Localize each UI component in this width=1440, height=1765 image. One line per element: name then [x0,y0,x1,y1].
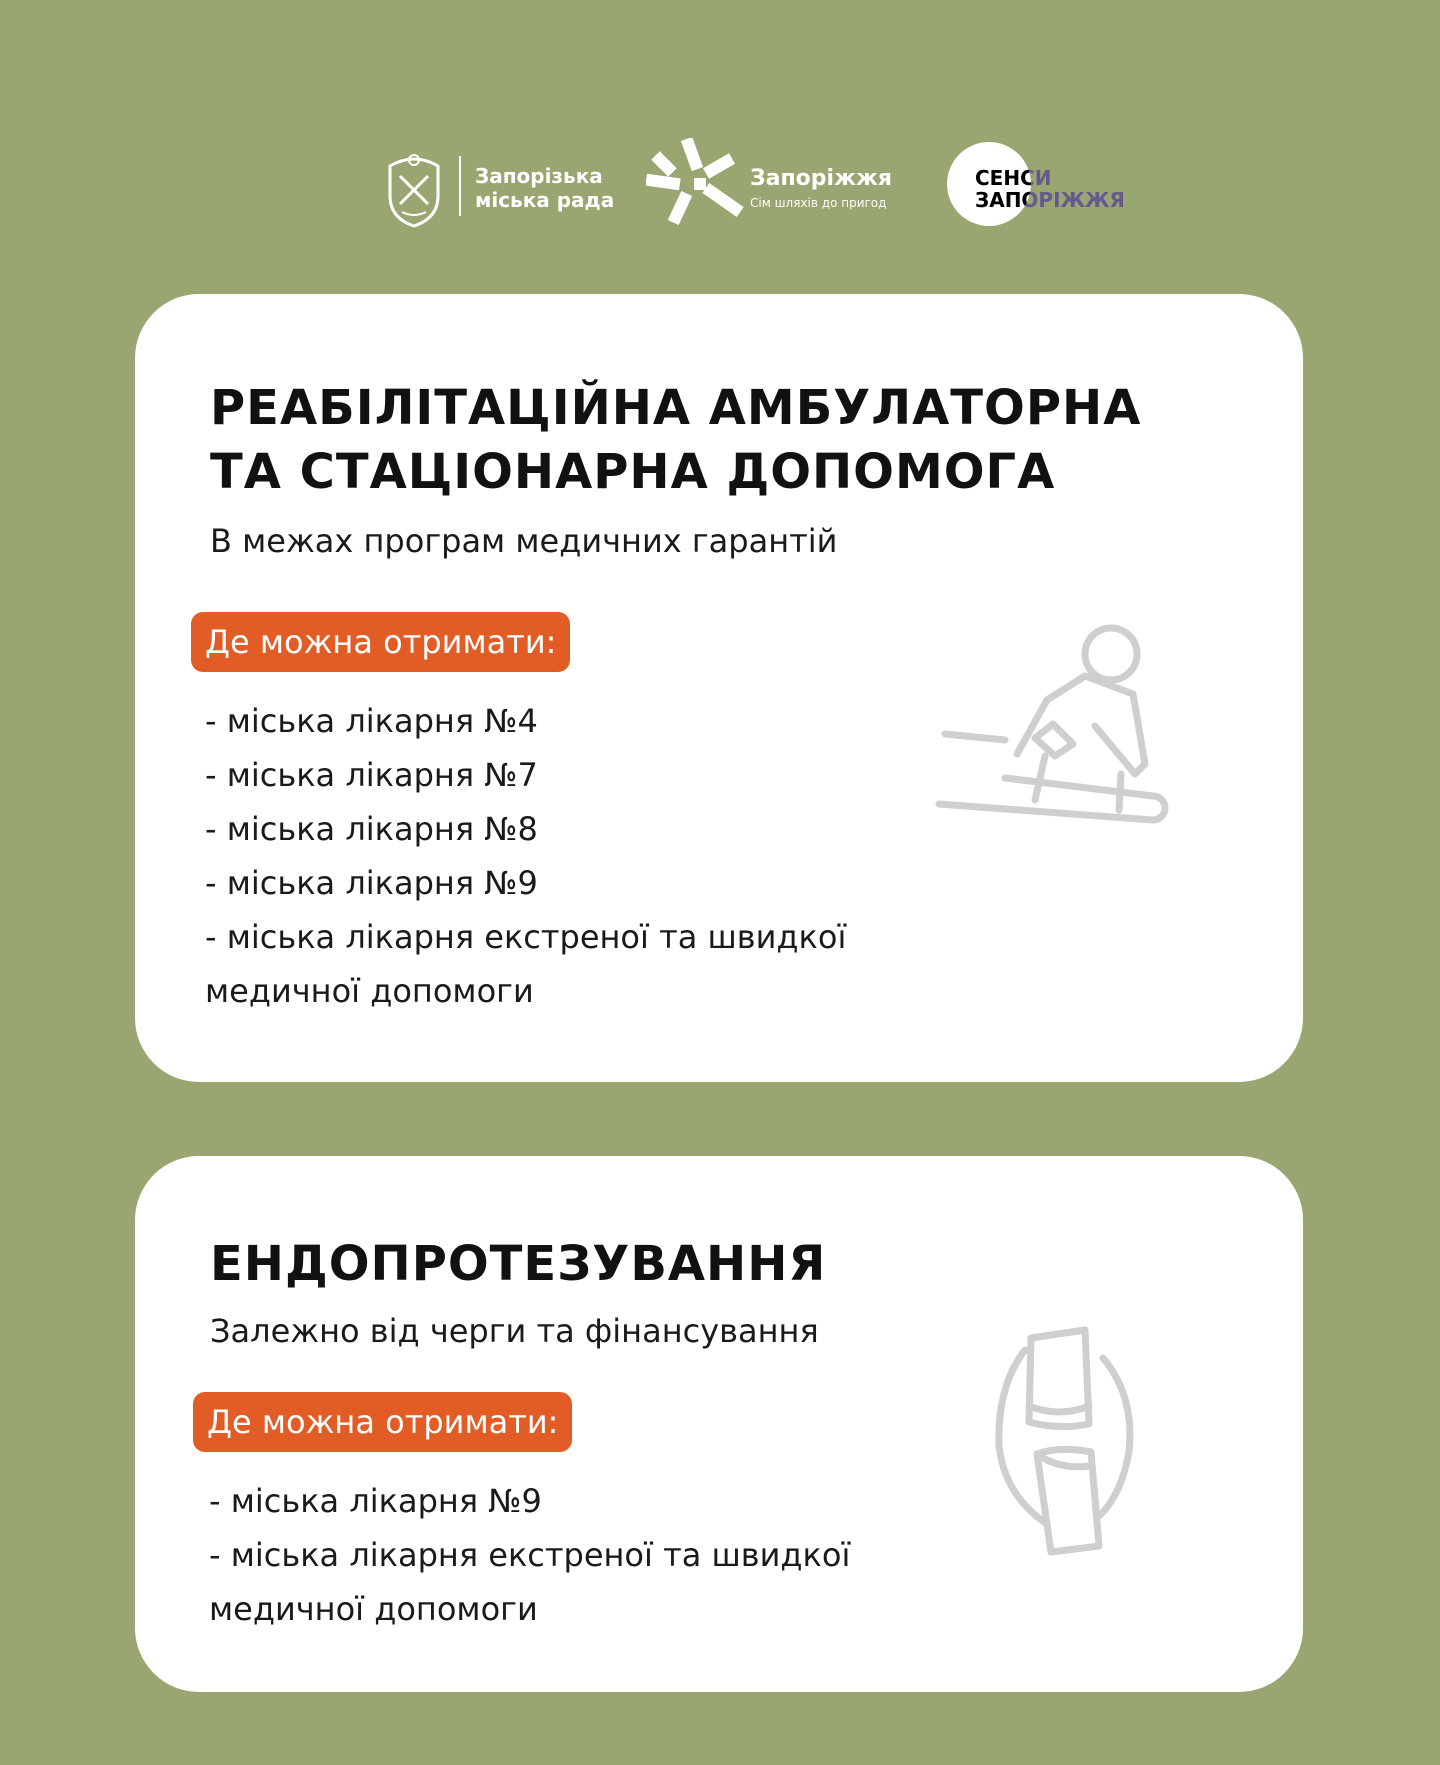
sensy-line1: СЕНСИ [975,166,1052,190]
card2-where-badge: Де можна отримати: [193,1392,572,1452]
list-item: медичної допомоги [209,1590,538,1628]
list-item: - міська лікарня екстреної та швидкої [209,1536,851,1574]
list-item: - міська лікарня №9 [205,864,538,902]
city-council-line2: міська рада [475,188,615,212]
city-tagline: Сім шляхів до пригод [750,196,887,210]
city-council-name [475,164,614,212]
city-council-line1: Запорізька [475,164,603,188]
list-item: - міська лікарня екстреної та швидкої [205,918,847,956]
card1-title-line1: РЕАБІЛІТАЦІЙНА АМБУЛАТОРНА [210,380,1142,436]
card2-hospital-list [209,1474,850,1636]
card1-subtitle: В межах програм медичних гарантій [210,522,838,560]
endoprosthetics-card [135,1156,1303,1692]
coat-of-arms-icon [382,152,446,228]
card1-where-badge: Де можна отримати: [191,612,570,672]
sensy-line2: ЗАПОРІЖЖЯ [975,188,1125,212]
rehabilitation-exercise-icon [935,614,1175,854]
city-name: Запоріжжя [750,166,892,191]
knee-joint-icon [995,1326,1155,1586]
card1-title-line2: ТА СТАЦІОНАРНА ДОПОМОГА [210,444,1056,500]
list-item: - міська лікарня №9 [209,1482,542,1520]
card2-title: ЕНДОПРОТЕЗУВАННЯ [210,1236,827,1292]
rehabilitation-card [135,294,1303,1082]
card2-subtitle: Залежно від черги та фінансування [210,1312,819,1350]
list-item: - міська лікарня №8 [205,810,538,848]
logo-divider [459,156,461,216]
list-item: - міська лікарня №4 [205,702,538,740]
list-item: - міська лікарня №7 [205,756,538,794]
card1-hospital-list [205,694,846,1018]
list-item: медичної допомоги [205,972,534,1010]
partner-logos [0,138,1440,238]
star-burst-icon [646,138,748,230]
